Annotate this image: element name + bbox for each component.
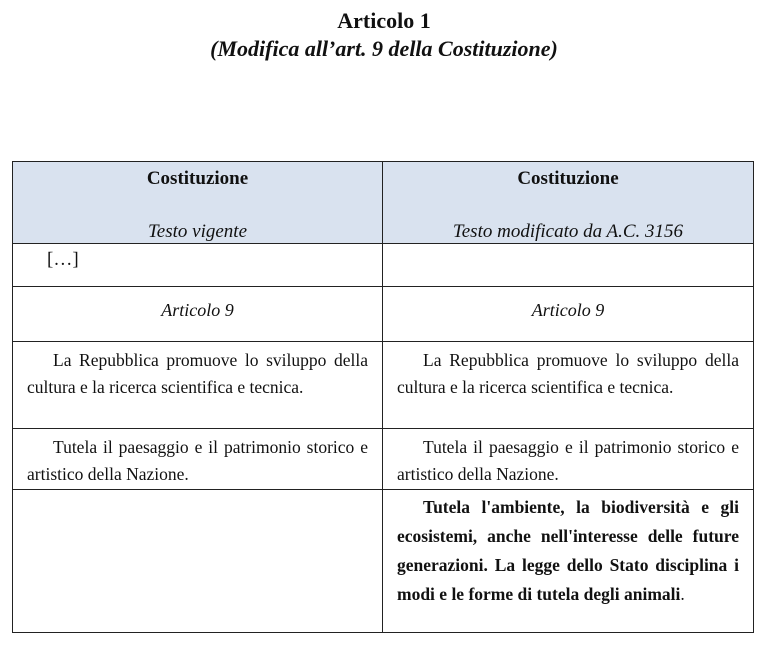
left-header-subtitle: Testo vigente — [147, 221, 248, 242]
new-para-right-text — [383, 490, 753, 609]
table-row — [13, 244, 754, 287]
para2-left-cell — [13, 429, 383, 490]
para1-right-text: La Repubblica promuove lo sviluppo della cultura e la ricerca scientifica e tecnica. — [397, 350, 739, 397]
article-left-cell: Articolo 9 — [13, 287, 383, 342]
para2-right-text: Tutela il paesaggio e il patrimonio storico e artistico della Nazione. — [397, 437, 739, 484]
para1-left-text: La Repubblica promuove lo sviluppo della cultura e la ricerca scientifica e tecnica. — [27, 350, 368, 397]
empty-left-cell — [13, 490, 383, 633]
article-title: Articolo 1 — [337, 8, 431, 33]
table-row — [13, 342, 754, 429]
para2-left-text: Tutela il paesaggio e il patrimonio storico e artistico della Nazione. — [27, 437, 368, 484]
para1-left-cell — [13, 342, 383, 429]
right-header-subtitle: Testo modificato da A.C. 3156 — [452, 221, 684, 242]
empty-cell — [383, 244, 754, 287]
new-para-right-cell — [383, 490, 754, 633]
table-row — [13, 287, 754, 342]
comparison-table — [12, 161, 754, 633]
para2-right-cell — [383, 429, 754, 490]
left-header-cell — [13, 162, 383, 244]
header-row — [13, 162, 754, 244]
table-row — [13, 429, 754, 490]
ellipsis-cell: […] — [13, 244, 383, 287]
new-para-bold: Tutela l'ambiente, la biodiversità e gli ecosistemi, anche nell'interesse delle future generazioni. La legge dello Stato disciplina i modi e le forme di tutela degli animali — [397, 497, 739, 604]
left-header-title: Costituzione — [146, 168, 249, 189]
new-para-period: . — [680, 584, 685, 604]
right-header-cell — [383, 162, 754, 244]
para1-right-cell — [383, 342, 754, 429]
table-row — [13, 490, 754, 633]
article-right-cell: Articolo 9 — [383, 287, 754, 342]
article-subtitle: (Modifica all’art. 9 della Costituzione) — [210, 36, 558, 61]
right-header-title: Costituzione — [517, 168, 619, 189]
